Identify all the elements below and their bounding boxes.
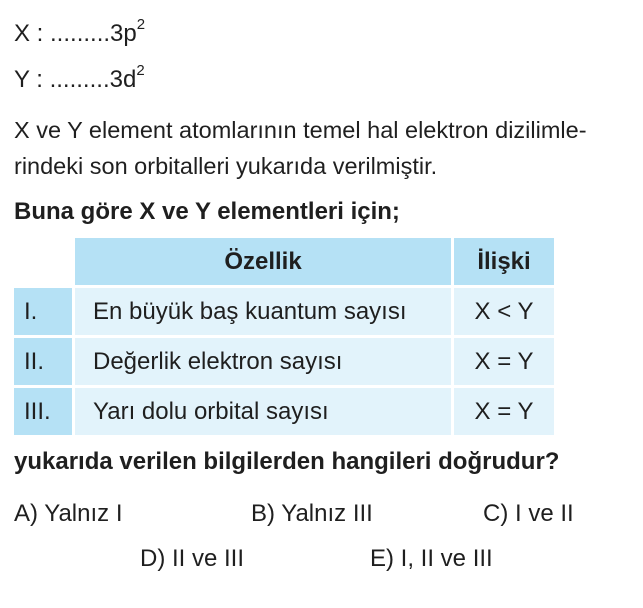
intro-line-2: rindeki son orbitalleri yukarıda verilmiştir. — [14, 153, 438, 179]
question-text: yukarıda verilen bilgilerden hangileri doğrudur? — [14, 448, 560, 475]
option-a[interactable]: A) Yalnız I — [14, 500, 123, 527]
option-d[interactable]: D) II ve III — [140, 545, 245, 572]
header-blank — [14, 238, 75, 288]
table-row — [14, 338, 554, 388]
row-number: II. — [14, 338, 75, 388]
config-y-orbital: 3d — [109, 66, 137, 93]
intro-line-1: X ve Y element atomlarının temel hal elektron dizilimle- — [14, 117, 587, 143]
row-relation: X < Y — [454, 288, 554, 338]
table-row — [14, 388, 554, 435]
properties-table — [14, 238, 554, 435]
table-header-row — [14, 238, 554, 288]
row-number: III. — [14, 388, 75, 435]
config-x-label: X : — [14, 20, 44, 47]
row-property: En büyük baş kuantum sayısı — [75, 288, 454, 338]
option-e[interactable]: E) I, II ve III — [370, 545, 493, 572]
row-relation: X = Y — [454, 388, 554, 435]
intro-text — [14, 112, 639, 184]
config-y — [14, 62, 145, 94]
config-x — [14, 16, 146, 48]
config-y-label: Y : — [14, 66, 43, 93]
prompt-text: Buna göre X ve Y elementleri için; — [14, 198, 400, 225]
config-y-dots: ......... — [49, 66, 110, 93]
config-y-exponent: 2 — [136, 62, 145, 79]
row-number: I. — [14, 288, 75, 338]
config-x-orbital: 3p — [110, 20, 137, 47]
header-property: Özellik — [75, 238, 454, 288]
option-b[interactable]: B) Yalnız III — [251, 500, 373, 527]
row-property: Değerlik elektron sayısı — [75, 338, 454, 388]
config-x-exponent: 2 — [136, 16, 146, 33]
row-relation: X = Y — [454, 338, 554, 388]
option-c[interactable]: C) I ve II — [483, 500, 574, 527]
config-x-dots: ......... — [50, 20, 111, 47]
table-row — [14, 288, 554, 338]
row-property: Yarı dolu orbital sayısı — [75, 388, 454, 435]
header-relation: İlişki — [454, 238, 554, 288]
